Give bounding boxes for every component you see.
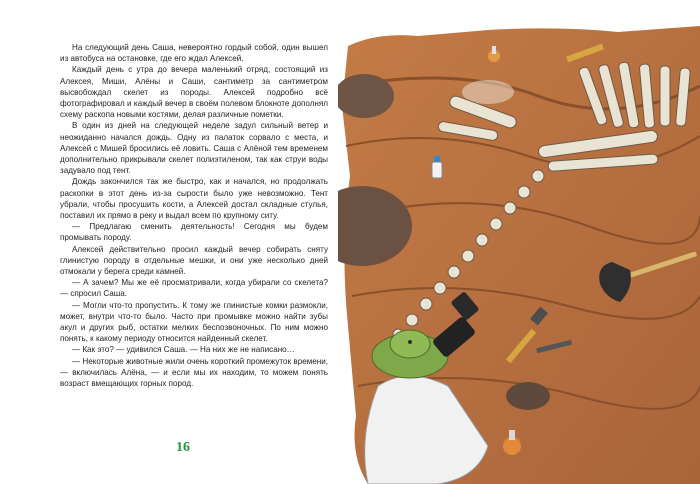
story-text — [60, 42, 328, 389]
paragraph: В один из дней на следующей неделе задул сильный ветер и неожиданно начался дождь. Одну из палаток сорвало с места, и Алексей с Мишей бросились её ловить. Саша с Алёной тем временем дополнительно прикрывали скелет полиэтиленом, так как струи воды задувало под тент. — [60, 121, 328, 176]
paragraph: — Как это? — удивился Саша. — На них же не написано… — [72, 345, 295, 355]
paragraph: На следующий день Саша, невероятно гордый собой, один вышел из автобуса на остановке, где его ждал Алексей. — [60, 43, 328, 64]
boulder — [506, 382, 550, 410]
excavation-illustration — [338, 26, 700, 484]
paragraph: — А зачем? Мы же её просматривали, когда убирали со скелета? — спросил Саша. — [60, 278, 328, 299]
paragraph: — Могли что-то пропустить. К тому же глинистые комки размокли, может, внутри что-то было. Часто при промывке можно найти зубы акул и других рыб, остатки мелких беспозвоночных. По ним можно понять, к какому периоду относится найденный скелет. — [60, 300, 328, 344]
page-number: 16 — [176, 440, 190, 455]
paragraph: — Некоторые животные жили очень короткий промежуток времени, — включилась Алёна, — и если мы их находим, то можем понять возраст вмещающих горных пород. — [60, 356, 328, 389]
paragraph: — Предлагаю сменить деятельность! Сегодня мы будем промывать породу. — [60, 222, 328, 243]
paragraph: Алексей действительно просил каждый вечер собирать сняту глинистую породу в отдельные мешки, и они уже несколько дней отмокали у берега среди камней. — [60, 244, 328, 277]
paragraph: Каждый день с утра до вечера маленький отряд, состоящий из Алексея, Миши, Алёны и Саши, сантиметр за сантиметром высвобождал скелет из породы. Алексей подробно всё фотографировал и каждый вечер в своём полевом блокноте дополнял схему раскопа новыми костями, делая различные пометки. — [60, 65, 328, 120]
paragraph: Дождь закончился так же быстро, как и начался, но продолжать раскопки в этот день из-за сырости было уже невозможно. Тент убрали, чтобы просушить кости, а Алексей достал складные стулья, поставил их прямо в реку и выдал всем по крупному ситу. — [60, 177, 328, 221]
excavation-illustration-svg — [338, 26, 700, 484]
